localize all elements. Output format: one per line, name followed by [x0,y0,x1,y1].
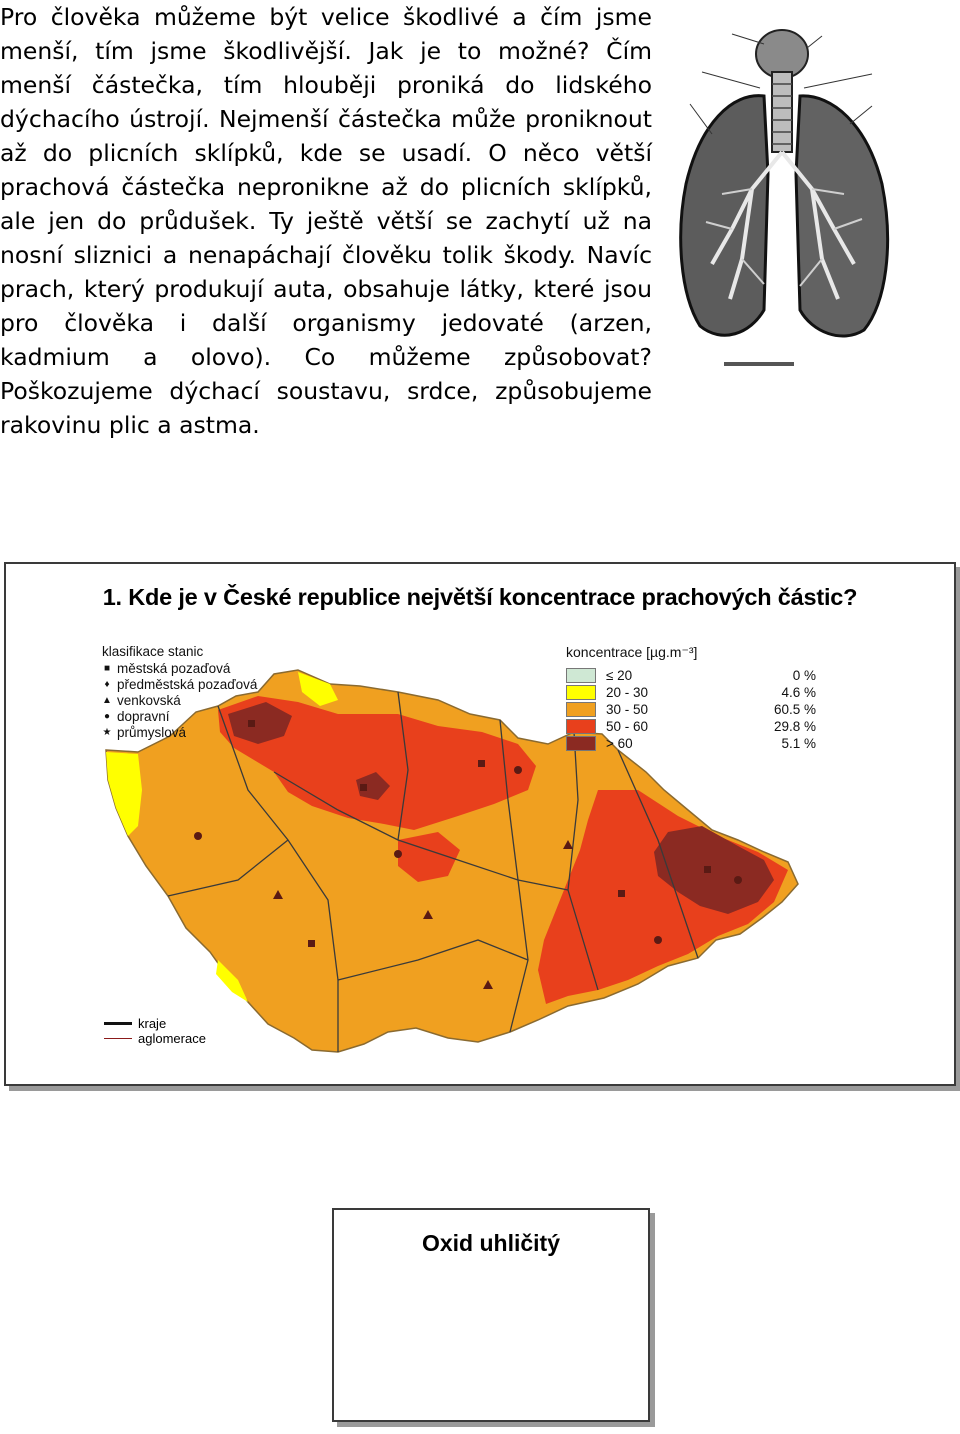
star-icon: ★ [102,727,112,738]
concentration-range: 50 - 60 [606,719,649,734]
color-swatch [566,736,596,751]
concentration-range: ≤ 20 [606,668,633,683]
station-legend-item [102,661,257,677]
concentration-range: > 60 [606,736,633,751]
boundary-legend-item [104,1016,206,1031]
answer-box [332,1208,650,1422]
station-legend-label: průmyslová [117,725,187,740]
concentration-legend-title: koncentrace [µg.m⁻³] [566,644,698,660]
station-legend-label: venkovská [117,693,181,708]
color-swatch [566,685,596,700]
answer-box-title: Oxid uhličitý [421,1230,561,1256]
concentration-legend-item [566,667,816,684]
concentration-range: 20 - 30 [606,685,649,700]
region-line-label: kraje [138,1016,167,1031]
intro-paragraph: Pro člověka můžeme být velice škodlivé a čím jsme menší, tím jsme škodlivější. Jak je to možné? Čím menší částečka, tím hlouběji proniká do lidského dýchacího ústrojí. Nejmenší částečka může proniknout až do plicních sklípků, kde se usadí. O něco větší prachová částečka nepronikne až do plicních sklípků, ale jen do průdušek. Ty ještě větší se zachytí už na nosní sliznici a nenapáchají člověku tolik škody. Navíc prach, který produkují auta, obsahuje látky, které jsou pro člověka i další organismy jedovaté (arzen, kadmium a olovo). Co můžeme způsobovat? Poškozujeme dýchací soustavu, srdce, způsobujeme rakovinu plic a astma. [0,3,652,439]
color-swatch [566,719,596,734]
concentration-legend-item [566,684,816,701]
question-box [4,562,956,1086]
concentration-legend-item [566,735,816,752]
lungs-illustration [672,14,902,374]
circle-icon: ● [103,711,111,722]
square-icon: ■ [103,663,111,674]
concentration-legend [566,644,816,752]
triangle-icon: ▲ [102,695,112,706]
color-swatch [566,702,596,717]
region-line-icon [104,1022,132,1025]
station-legend-label: městská pozaďová [117,661,231,676]
concentration-legend-item [566,701,816,718]
question-title: 1. Kde je v České republice největší koncentrace prachových částic? [102,584,858,610]
agglomeration-line-label: aglomerace [138,1031,206,1046]
concentration-percent: 4.6 % [781,685,816,700]
station-legend-label: dopravní [117,709,170,724]
concentration-percent: 60.5 % [773,702,816,717]
boundary-legend-item [104,1031,206,1046]
concentration-percent: 29.8 % [773,719,816,734]
station-legend-label: předměstská pozaďová [117,677,258,692]
diamond-icon: ♦ [104,679,110,690]
concentration-percent: 5.1 % [781,736,816,751]
concentration-range: 30 - 50 [606,702,649,717]
station-legend-item [102,677,257,693]
station-legend [102,644,257,741]
boundary-legend [104,1016,206,1046]
station-legend-title: klasifikace stanic [102,644,204,659]
color-swatch [566,668,596,683]
station-legend-item [102,693,257,709]
station-legend-item [102,709,257,725]
concentration-legend-item [566,718,816,735]
station-legend-item [102,725,257,741]
concentration-percent: 0 % [792,668,816,683]
agglomeration-line-icon [104,1038,132,1039]
